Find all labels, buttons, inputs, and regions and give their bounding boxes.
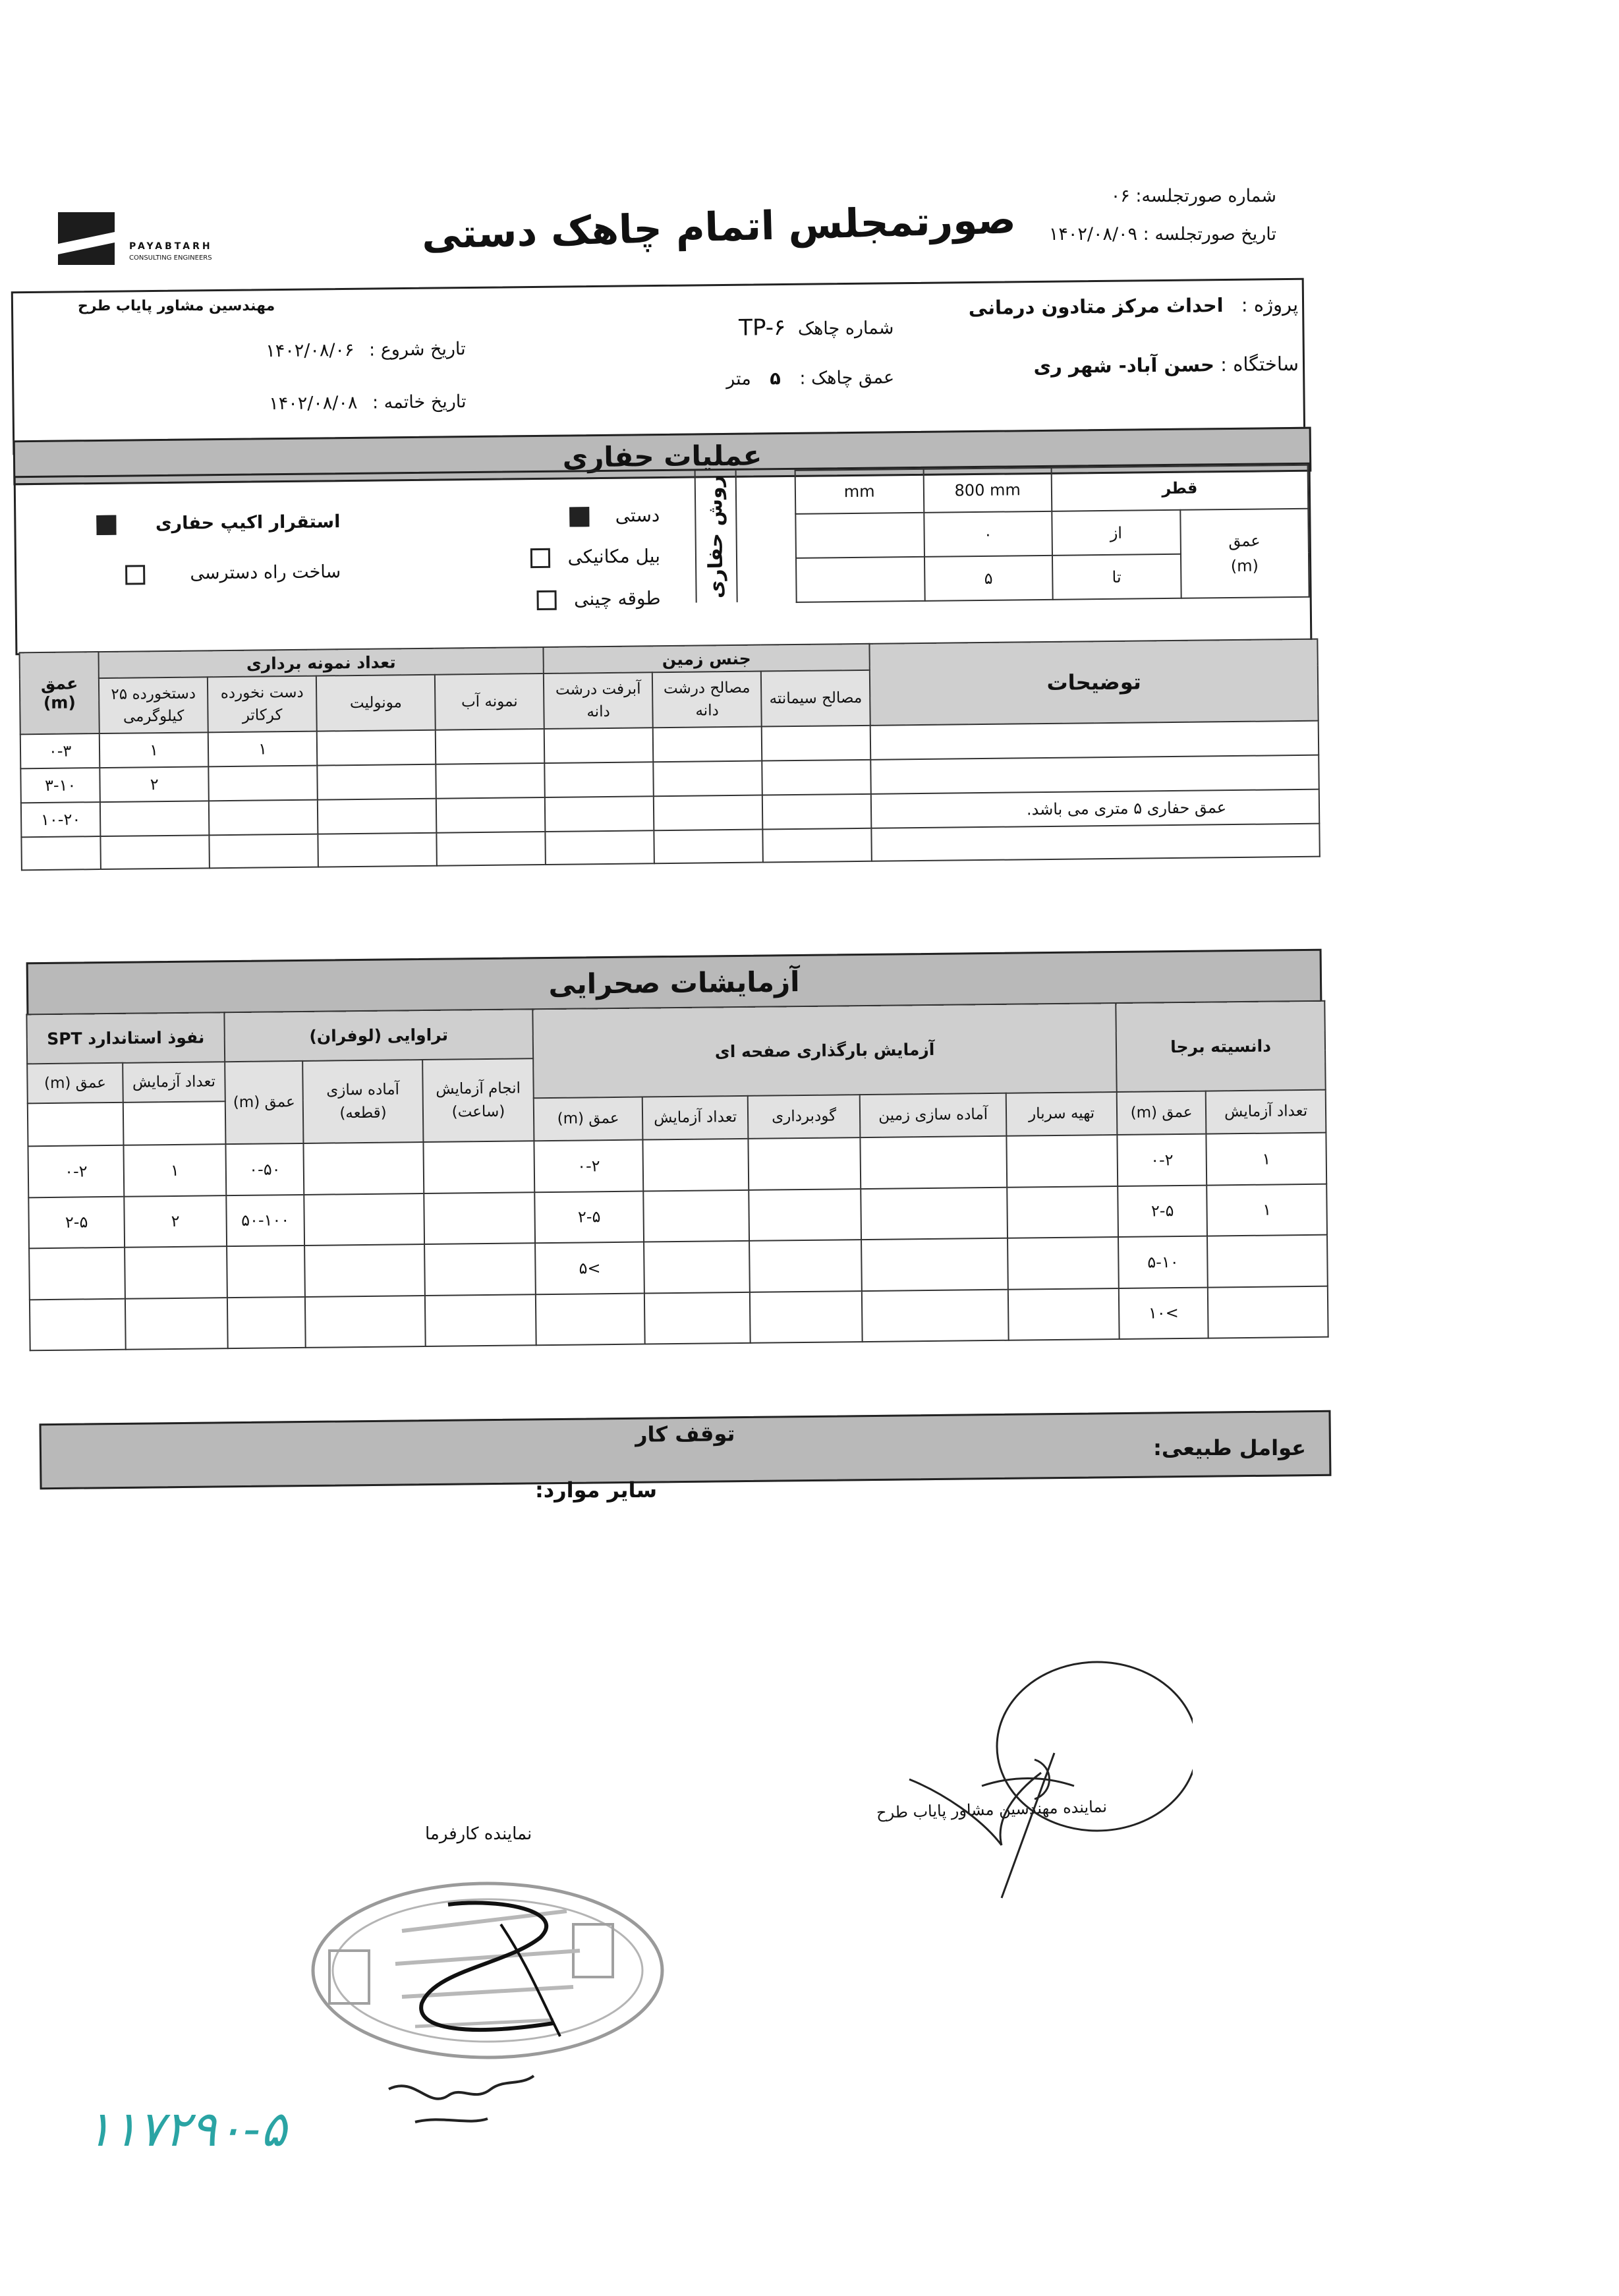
perm-depth-cell: [227, 1246, 305, 1298]
spt-count-header: تعداد آزمایش: [123, 1062, 225, 1103]
spt-depth-cell: ۰-۲: [28, 1145, 124, 1197]
density-depth-cell: ۵-۱۰: [1118, 1236, 1208, 1288]
option-road-label: ساخت راه دسترسی: [190, 561, 341, 584]
stoppage-band: [40, 1410, 1332, 1490]
notes-header: توضیحات: [870, 639, 1319, 726]
site-value: حسن آباد- شهر ری: [1033, 353, 1215, 378]
cell: [545, 796, 654, 832]
site-field: [1033, 353, 1299, 378]
density-count-header: تعداد آزمایش: [1206, 1090, 1326, 1134]
density-depth-cell: ۰-۲: [1117, 1134, 1207, 1186]
note-cell: [871, 824, 1319, 861]
method-excavator: [530, 545, 660, 568]
cell: [123, 1101, 226, 1145]
diameter-label: قطر: [1052, 465, 1309, 511]
disturbed-cell: ۱: [99, 732, 209, 768]
plate-ground-prep-header: آماده سازی زمین: [860, 1093, 1007, 1137]
perm-prep-header: آماده سازی (قطعه): [302, 1060, 423, 1143]
cell: [862, 1289, 1009, 1342]
density-count-cell: ۱: [1207, 1184, 1327, 1236]
end-date-label: تاریخ خاتمه :: [372, 391, 467, 413]
option-crew-checkbox[interactable]: [96, 515, 116, 534]
cell: [304, 1193, 424, 1246]
diameter-value: 800 mm: [923, 468, 1052, 513]
project-label: پروژه :: [1241, 293, 1299, 316]
consultant-rep-label: نماینده مهندسین مشاور پایاب طرح: [876, 1797, 1108, 1822]
cell: [643, 1190, 749, 1242]
sampling-group-header: تعداد نمونه برداری: [99, 647, 544, 678]
perm-exec-header: انجام آزمایش (ساعت): [422, 1058, 534, 1142]
spt-depth-cell: [30, 1298, 126, 1350]
cell: [1008, 1288, 1120, 1340]
cell: [750, 1291, 863, 1343]
employer-signature-icon: [369, 1885, 619, 2056]
cell: [861, 1238, 1008, 1291]
perm-depth-cell: ۰-۵۰: [225, 1143, 304, 1195]
cell: [318, 833, 438, 867]
density-count-cell: [1208, 1286, 1328, 1338]
cell: [303, 1142, 424, 1194]
disturbed-cell: [101, 835, 210, 869]
natural-factors-label: عوامل طبیعی:: [1153, 1435, 1306, 1460]
density-depth-header: عمق (m): [1117, 1091, 1207, 1135]
cell: [317, 730, 436, 766]
method-excavator-label: بیل مکانیکی: [567, 545, 661, 568]
depth-unit: (m): [1230, 556, 1259, 575]
start-date-value: ۱۴۰۲/۰۸/۰۶: [266, 339, 355, 362]
plate-count-header: تعداد آزمایش: [642, 1096, 749, 1140]
cell: [424, 1192, 535, 1244]
employer-rep-label: نماینده کارفرما: [425, 1824, 532, 1844]
from-label: از: [1052, 510, 1180, 556]
field-tests-table: [26, 1000, 1328, 1352]
soil-cemented-header: مصالح سیمانته: [761, 670, 870, 727]
density-count-cell: [1207, 1235, 1328, 1287]
spt-header: نفوذ استاندارد SPT: [26, 1012, 225, 1064]
cell: [1007, 1186, 1118, 1238]
cell: [861, 1187, 1008, 1240]
method-ring-checkbox[interactable]: [536, 590, 556, 610]
company-name-fa: مهندسین مشاور پایاب طرح: [78, 298, 275, 314]
drilling-band: عملیات حفاری: [13, 427, 1312, 486]
depth-cell: [21, 836, 101, 870]
cell: [436, 763, 545, 799]
option-crew-label: استقرار اکیپ حفاری: [155, 511, 341, 534]
cell: [436, 729, 545, 764]
disturbed-cell: ۲: [99, 766, 209, 802]
cell: [423, 1141, 534, 1193]
spt-count-cell: ۱: [123, 1144, 226, 1196]
handwritten-reference-number: ۱۱۷۲۹۰-۵: [86, 2101, 287, 2158]
to-value: ۵: [924, 556, 1052, 601]
plate-surcharge-header: تهیه سربار: [1006, 1092, 1118, 1136]
cell: [544, 728, 654, 763]
plate-load-header: آزمایش بارگذاری صفحه ای: [532, 1003, 1116, 1098]
perm-depth-cell: [227, 1296, 306, 1348]
plate-depth-cell: >۵: [535, 1242, 644, 1294]
cell: [305, 1296, 426, 1348]
page-title: صورتمجلس اتمام چاهک دستی: [421, 196, 1017, 258]
cell: [762, 794, 872, 830]
pit-depth-label: عمق چاهک :: [799, 367, 895, 389]
spt-depth-cell: ۲-۵: [28, 1196, 125, 1248]
cell: [28, 1103, 124, 1147]
density-count-cell: ۱: [1206, 1133, 1326, 1185]
undisturbed-cell: ۱: [208, 732, 318, 767]
cell: [762, 726, 871, 761]
minutes-number: [1111, 186, 1276, 206]
spt-depth-header: عمق (m): [27, 1063, 123, 1104]
density-header: دانسیته برجا: [1116, 1001, 1325, 1092]
method-manual-label: دستی: [615, 504, 660, 527]
company-name-en: PAYABTARH: [129, 241, 213, 252]
disturbed-cell: [100, 801, 210, 836]
option-road: [125, 561, 341, 585]
undisturbed-cell: [210, 834, 319, 869]
pit-number-value: TP-۶: [738, 314, 786, 341]
cell: [545, 830, 654, 865]
end-date-value: ۱۴۰۲/۰۸/۰۸: [269, 392, 358, 415]
from-extra: [795, 513, 924, 558]
end-date-field: [269, 391, 467, 414]
method-manual: [570, 504, 660, 527]
sampling-table: [18, 619, 1321, 871]
cell: [644, 1241, 750, 1293]
project-field: [969, 293, 1299, 319]
permeability-header: تراوایی (لوفران): [224, 1009, 533, 1062]
plate-depth-cell: ۲-۵: [534, 1191, 644, 1243]
spt-depth-cell: [29, 1248, 125, 1300]
diameter-depth-grid: [795, 465, 1310, 603]
start-date-field: [266, 339, 466, 361]
pit-depth-field: [726, 367, 894, 389]
sampling-depth-header: عمق (m): [19, 652, 99, 734]
drilling-method-title-box: [695, 471, 738, 603]
depth-cell: ۰-۳: [20, 733, 100, 768]
density-depth-cell: ۲-۵: [1118, 1185, 1207, 1237]
soil-coarse-alluvium-header: آبرفت درشت دانه: [544, 672, 653, 729]
spt-count-cell: [125, 1246, 227, 1298]
monolith-header: مونولیت: [316, 675, 436, 732]
cell: [748, 1137, 861, 1190]
cell: [762, 828, 872, 863]
plate-depth-cell: [536, 1293, 645, 1345]
plate-excavation-header: گودبرداری: [748, 1095, 861, 1139]
cell: [762, 760, 871, 795]
pit-number-label: شماره چاهک: [797, 318, 894, 339]
cell: [860, 1136, 1007, 1189]
spt-count-cell: [125, 1298, 228, 1350]
project-value: احداث مرکز متادون درمانی: [968, 294, 1224, 320]
depth-label-cell: [1180, 509, 1309, 598]
cell: [304, 1244, 425, 1296]
method-excavator-checkbox[interactable]: [530, 548, 550, 568]
depth-label: عمق: [1228, 531, 1261, 550]
stoppage-title: توقف کار: [635, 1421, 735, 1447]
field-tests-band: آزمایشات صحرایی: [26, 949, 1322, 1017]
soil-header: جنس زمین: [544, 644, 870, 674]
minutes-date-label: تاریخ صورتجلسه :: [1143, 224, 1276, 244]
cell: [643, 1139, 749, 1191]
site-label: ساختگاه :: [1220, 352, 1299, 376]
note-cell: [870, 755, 1319, 794]
plate-depth-header: عمق (m): [534, 1097, 643, 1141]
note-cell: عمق حفاری ۵ متری می باشد.: [871, 789, 1320, 828]
note-cell: [870, 721, 1319, 760]
cell: [425, 1294, 536, 1346]
drilling-method-title: روش حفاری: [704, 474, 729, 598]
minutes-date-value: ۱۴۰۲/۰۸/۰۹: [1048, 224, 1138, 244]
perm-depth-cell: ۵۰-۱۰۰: [226, 1194, 304, 1246]
start-date-label: تاریخ شروع :: [368, 339, 466, 360]
handwritten-signature-icon: [376, 2050, 547, 2148]
cell: [1008, 1237, 1119, 1289]
cell: [437, 832, 546, 866]
from-value: ۰: [924, 511, 1052, 557]
cell: [317, 764, 436, 800]
cell: [749, 1189, 861, 1241]
pit-number-field: [739, 313, 894, 341]
spt-count-cell: ۲: [124, 1195, 227, 1248]
pit-depth-value: ۵: [770, 368, 781, 389]
cell: [653, 761, 762, 797]
to-label: تا: [1052, 554, 1181, 600]
option-road-checkbox[interactable]: [125, 565, 145, 585]
logo-mark-icon: [58, 212, 115, 265]
undisturbed-header: دست نخورده کرکاتر: [208, 676, 317, 733]
depth-cell: ۱۰-۲۰: [21, 802, 101, 837]
cell: [1006, 1135, 1118, 1187]
method-ring: [536, 587, 661, 610]
cell: [436, 797, 546, 833]
method-ring-label: طوقه چینی: [573, 587, 661, 610]
cell: [654, 795, 763, 831]
other-items-label: سایر موارد:: [535, 1478, 658, 1503]
cell: [318, 799, 437, 834]
cell: [654, 830, 763, 864]
cell: [653, 727, 762, 762]
minutes-number-label: شماره صورتجلسه:: [1135, 186, 1276, 206]
minutes-number-value: ۰۶: [1110, 186, 1130, 206]
company-name-en-sub: CONSULTING ENGINEERS: [129, 254, 212, 262]
undisturbed-cell: [209, 800, 318, 836]
cell: [644, 1292, 751, 1344]
undisturbed-cell: [208, 766, 318, 801]
plate-depth-cell: ۰-۲: [534, 1140, 643, 1192]
cell: [424, 1243, 536, 1295]
soil-coarse-material-header: مصالح درشت دانه: [652, 672, 762, 728]
minutes-date: [1049, 224, 1276, 244]
disturbed-25kg-header: دستخورده ۲۵ کیلوگرمی: [99, 677, 208, 733]
pit-depth-unit: متر: [726, 368, 751, 389]
depth-cell: ۳-۱۰: [20, 768, 100, 803]
consultant-signature-icon: [903, 1621, 1193, 1911]
water-sample-header: نمونه آب: [435, 674, 544, 730]
perm-depth-header: عمق (m): [225, 1061, 303, 1144]
method-manual-checkbox[interactable]: [570, 507, 590, 527]
diameter-unit: mm: [795, 469, 924, 514]
density-depth-cell: >۱۰: [1119, 1287, 1208, 1339]
option-crew: [96, 511, 340, 534]
cell: [749, 1240, 862, 1292]
cell: [544, 762, 654, 797]
to-extra: [796, 557, 924, 602]
